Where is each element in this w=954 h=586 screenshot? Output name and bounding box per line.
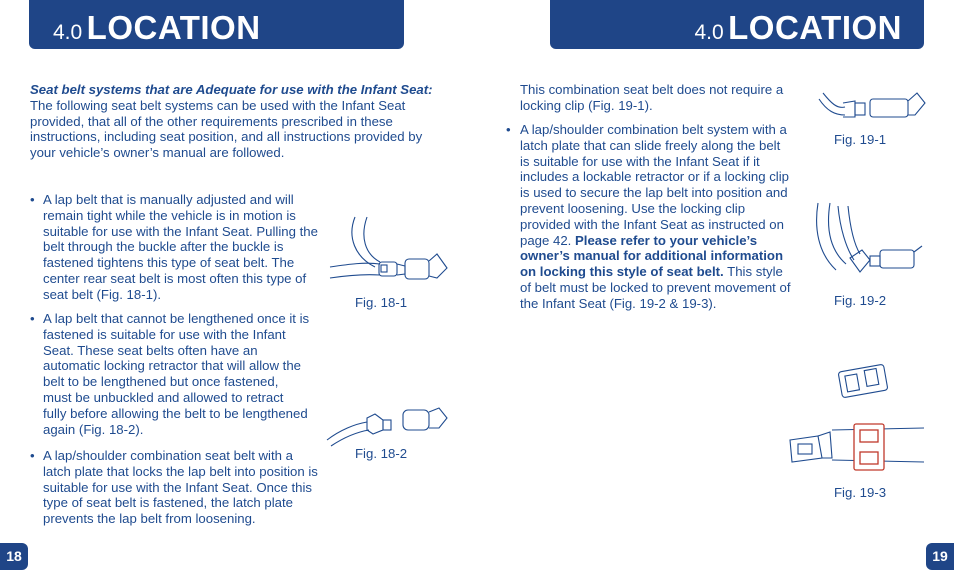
bullet-text-bold: Please refer to your vehicle’s owner’s manual for additional information on locking this style of seat belt. — [520, 232, 784, 280]
section-title: LOCATION — [86, 9, 261, 46]
list-item-text: A lap belt that cannot be lengthened once it is fastened is suitable for use with the Infant Seat. These seat belts often have an automatic locking retractor that will allow the belt to be lengthened but once fastened, must be unbuckled and allowed to retract fully before allowing the belt to be lengthened again (Fig. 18-2). — [43, 311, 310, 437]
bullet-text-plain: A lap/shoulder combination belt system with a latch plate that can slide freely along the belt is suitable for use with the Infant Seat if it includes a lockable retractor or if a locking clip is used to secure the lap belt into position and prevent loosening. Use the locking clip provided with the Infant Seat as instructed on page 42. — [520, 122, 790, 248]
list-item — [506, 122, 791, 312]
sliding-latch-belt-illustration — [810, 198, 925, 283]
section-title: LOCATION — [728, 9, 902, 46]
locking-clip-illustration — [788, 360, 928, 480]
list-item — [30, 311, 310, 437]
page-header-right — [550, 0, 924, 49]
figure-caption: Fig. 18-2 — [355, 446, 408, 461]
locked-lap-belt-illustration — [325, 402, 455, 452]
list-item — [30, 448, 320, 527]
bullet-marker: • — [30, 448, 35, 463]
figure-caption: Fig. 19-1 — [834, 132, 887, 147]
right-intro-paragraph: This combination seat belt does not require a locking clip (Fig. 19-1). — [520, 82, 784, 113]
section-heading: Seat belt systems that are Adequate for use with the Infant Seat: — [30, 82, 433, 97]
figure-caption: Fig. 19-2 — [834, 293, 887, 308]
page-header-left — [29, 0, 404, 49]
section-number: 4.0 — [53, 21, 83, 44]
page-number-right: 19 — [926, 543, 954, 570]
list-item-text — [520, 122, 791, 312]
lap-belt-buckle-illustration — [325, 212, 455, 292]
bullet-text-plain: This style of belt must be locked to prevent movement of the Infant Seat (Fig. 19-2 & 19-3). — [520, 264, 791, 311]
list-item-text: A lap belt that is manually adjusted and will remain tight while the vehicle is in motion is suitable for use with the Infant Seat. Pulling the belt through the buckle after the buckle is fastened tightens this type of seat belt. The center rear seat belt is most often this type of seat belt (Fig. 18-1). — [43, 192, 318, 302]
bullet-marker: • — [506, 122, 511, 137]
intro-paragraph: The following seat belt systems can be used with the Infant Seat provided, that all of the other requirements prescribed in these instructions, including seat position, and all instructions provided by your vehicle’s owner’s manual are followed. — [30, 97, 423, 161]
section-number: 4.0 — [694, 21, 724, 44]
bullet-marker: • — [30, 192, 35, 207]
left-intro-block — [30, 82, 450, 161]
figure-caption: Fig. 19-3 — [834, 485, 887, 500]
figure-caption: Fig. 18-1 — [355, 295, 408, 310]
page-number-left: 18 — [0, 543, 28, 570]
latch-plate-belt-illustration — [815, 85, 930, 125]
list-item — [30, 192, 320, 303]
bullet-marker: • — [30, 311, 35, 326]
list-item-text: A lap/shoulder combination seat belt with a latch plate that locks the lap belt into position is suitable for use with the Infant Seat. Once this type of seat belt is fastened, the latch plate prevents the lap belt from loosening. — [43, 448, 318, 527]
